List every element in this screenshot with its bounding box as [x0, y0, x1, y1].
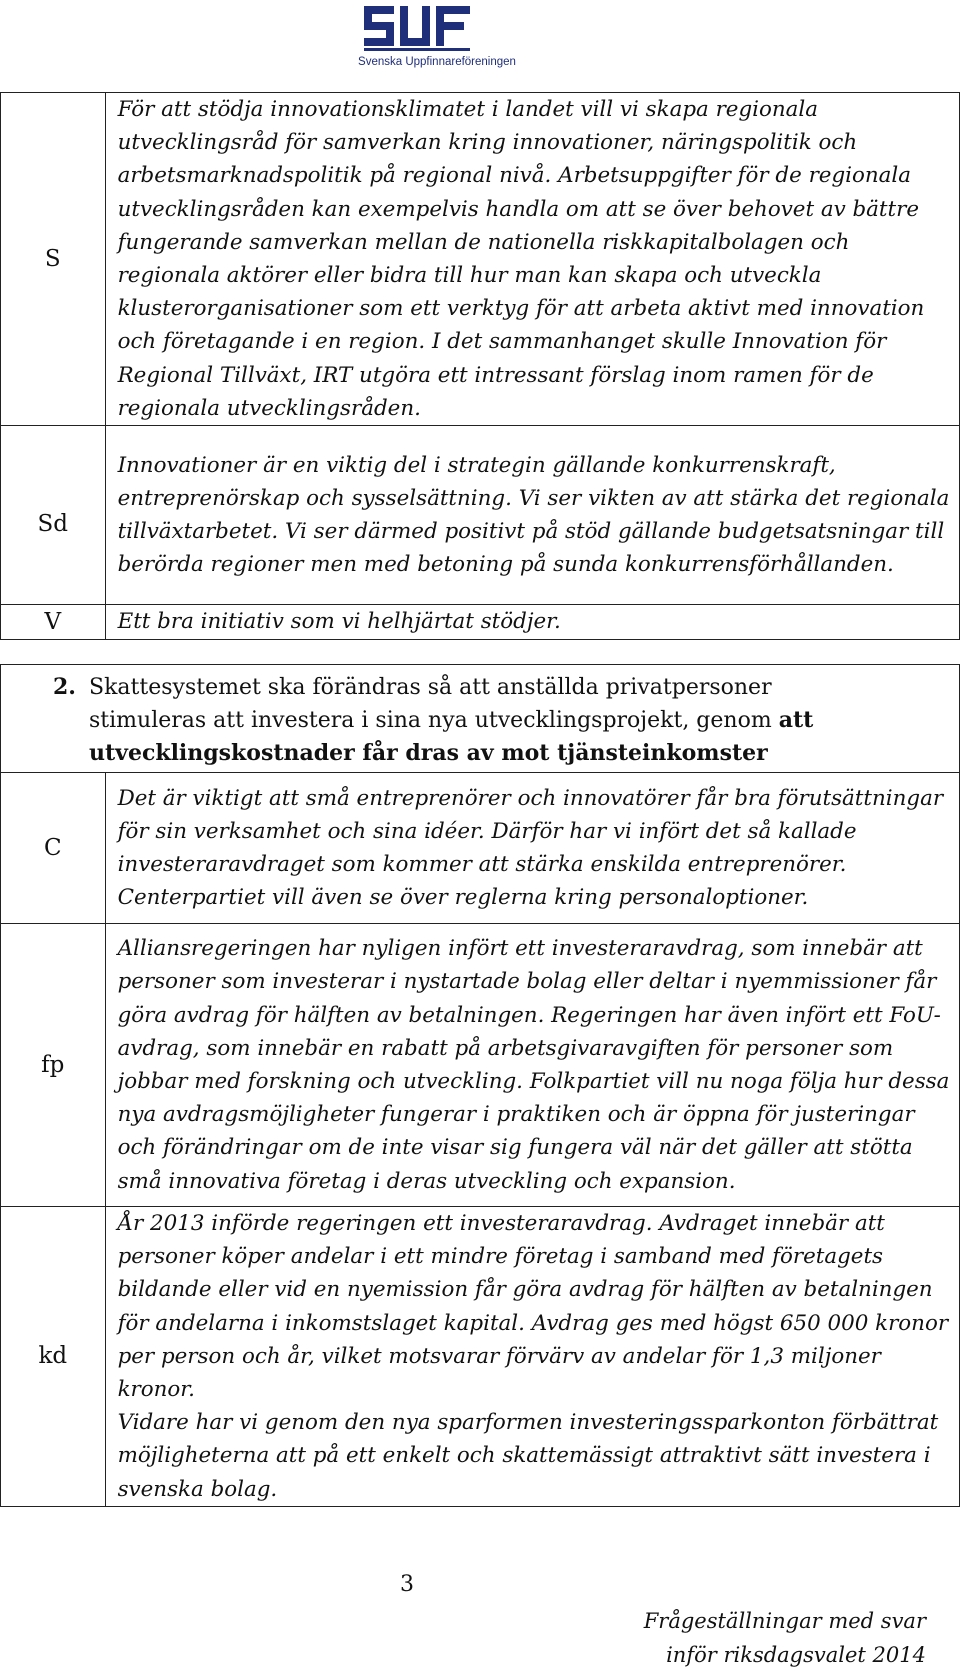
question-line-3-bold: utvecklingskostnader får dras av mot tjänsteinkomster [89, 740, 768, 766]
table-row [1, 426, 960, 605]
party-label: V [1, 605, 106, 640]
table-row [1, 93, 960, 426]
suf-logo [340, 2, 540, 70]
party-label: C [1, 773, 106, 924]
footer [644, 1604, 926, 1672]
answer-text [105, 1207, 959, 1507]
logo-org-name: Svenska Uppfinnareföreningen [358, 56, 516, 68]
table-row [1, 924, 960, 1207]
table-row [1, 1207, 960, 1507]
party-label: S [1, 93, 106, 426]
answers-table-1 [0, 92, 960, 640]
party-label: kd [1, 1207, 106, 1507]
table-row [1, 773, 960, 924]
answer-text: Det är viktigt att små entreprenörer och innovatörer får bra förutsättningar för sin verksamhet och sina idéer. Därför har vi infört det så kallade investeraravdraget som kommer att stärka enskilda entreprenörer. Centerpartiet vill även se över reglerna kring personaloptioner. [105, 773, 959, 924]
answer-paragraph: År 2013 införde regeringen ett investeraravdrag. Avdraget innebär att personer köper andelar i ett mindre företag i samband med företagets bildande eller vid en nyemission får göra avdrag för hälften av betalningen för andelarna i inkomstslaget kapital. Avdrag ges med högst 650 000 kronor per person och år, vilket motsvarar förvärv av andelar för 1,3 miljoner kronor. [117, 1211, 949, 1403]
question-line-1: Skattesystemet ska förändras så att anställda privatpersoner [89, 675, 772, 700]
footer-line-2: inför riksdagsvalet 2014 [666, 1643, 926, 1667]
party-label: Sd [1, 426, 106, 605]
question-number: 2. [53, 674, 76, 700]
answer-text: Alliansregeringen har nyligen infört ett investeraravdrag, som innebär att personer som investerar i nystartade bolag eller deltar i nyemmissioner får göra avdrag för hälften av betalningen. Regeringen har även infört ett FoU-avdrag, som innebär en rabatt på arbetsgivaravgiften för personer som jobbar med forskning och utveckling. Folkpartiet vill nu noga följa hur dessa nya avdragsmöjligheter fungerar i praktiken och är öppna för justeringar och förändringar om de inte visar sig fungera väl när det gäller att stötta små innovativa företag i deras utveckling och expansion. [105, 924, 959, 1207]
table-row [1, 605, 960, 640]
answer-paragraph-2: Vidare har vi genom den nya sparformen investeringssparkonton förbättrat möjligheterna att på ett enkelt och skattemässigt attraktivt sätt investera i svenska bolag. [117, 1410, 939, 1502]
answer-text: För att stödja innovationsklimatet i landet vill vi skapa regionala utvecklingsråd för samverkan kring innovationer, näringspolitik och arbetsmarknadspolitik på regional nivå. Arbetsuppgifter för de regionala utvecklingsråden kan exempelvis handla om att se över behovet av bättre fungerande samverkan mellan de nationella riskkapitalbolagen och regionala aktörer eller bidra till hur man kan skapa och utveckla klusterorganisationer som ett verktyg för att arbeta aktivt med innovation och företagande i en region. I det sammanhanget skulle Innovation för Regional Tillväxt, IRT utgöra ett intressant förslag inom ramen för de regionala utvecklingsråden. [105, 93, 959, 426]
party-label: fp [1, 924, 106, 1207]
answers-table-2 [0, 664, 960, 1507]
question-line-2: stimuleras att investera i sina nya utvecklingsprojekt, genom [89, 708, 772, 733]
question-cell [1, 665, 960, 773]
question-line-2-bold: att [778, 707, 814, 733]
answer-text: Ett bra initiativ som vi helhjärtat stödjer. [105, 605, 959, 640]
answer-text: Innovationer är en viktig del i strategin gällande konkurrenskraft, entreprenörskap och sysselsättning. Vi ser vikten av att stärka det regionala tillväxtarbetet. Vi ser därmed positivt på stöd gällande budgetsatsningar till berörda regioner men med betoning på sunda konkurrensförhållanden. [105, 426, 959, 605]
footer-line-1: Frågeställningar med svar [643, 1609, 926, 1633]
question-row [1, 665, 960, 773]
page-number: 3 [400, 1572, 414, 1597]
